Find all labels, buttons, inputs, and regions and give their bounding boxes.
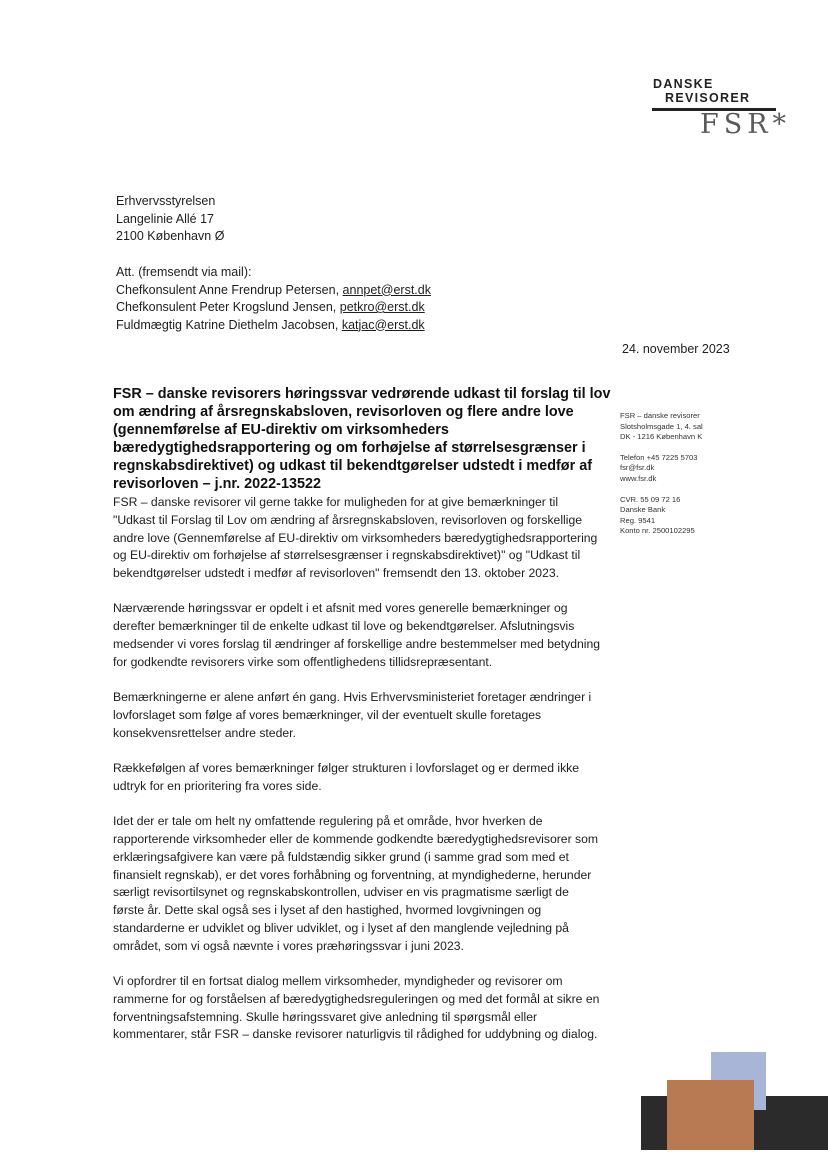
sender-line: Konto nr. 2500102295 xyxy=(620,526,695,536)
person-name: Chefkonsulent Peter Krogslund Jensen, xyxy=(116,300,340,314)
recipient-line: 2100 København Ø xyxy=(116,229,225,243)
sender-info-sidebar xyxy=(620,411,703,547)
body-paragraph: Bemærkningerne er alene anført én gang. Hvis Erhvervsministeriet foretager ændringer i lovforslaget som følge af vores bemærkninger, vil der eventuelt skulle foretages konsekvensrettelser andre steder. xyxy=(113,690,592,740)
body-paragraph: Vi opfordrer til en fortsat dialog mellem virksomheder, myndigheder og revisorer om rammerne for og forståelsen af bæredygtighedsreguleringen og med det formål at sikre en forventningsafstemning. Skulle høringssvaret give anledning til spørgsmål eller kommentarer, står FSR – danske revisorer naturligvis til rådighed for uddybning og dialog. xyxy=(113,974,600,1042)
decor-copper-block xyxy=(667,1080,754,1150)
attention-person xyxy=(116,282,431,300)
email-link[interactable]: annpet@erst.dk xyxy=(342,282,431,297)
recipient-line: Erhvervsstyrelsen xyxy=(116,194,216,208)
body-paragraph: Idet der er tale om helt ny omfattende regulering på et område, hvor hverken de rapporterende virksomheder eller de kommende godkendte bæredygtighedsrevisorer som erklæringsafgivere kan være på fuldstændig sikker grund (i samme grad som med et finansielt regnskab), er det vores forhåbning og forventning, at myndighederne, herunder særligt revisortilsynet og regnskabskontrollen, udviser en vis pragmatisme særligt de første år. Dette skal også ses i lyset af den hastighed, hvormed lovgivningen og standarderne er udviklet og bliver udviklet, og i lyset af den manglende vejledning på området, som vi også nævnte i vores præhøringssvar i juni 2023. xyxy=(113,814,599,953)
sender-line: Reg. 9541 xyxy=(620,515,656,525)
sender-contact xyxy=(620,453,703,485)
sender-phone: Telefon +45 7225 5703 xyxy=(620,452,698,462)
logo-line-danske: DANSKE xyxy=(653,77,714,91)
sender-line: CVR. 55 09 72 16 xyxy=(620,494,681,504)
sender-bank xyxy=(620,495,703,537)
logo-line-revisorer: REVISORER xyxy=(665,91,751,105)
letter-title: FSR – danske revisorers høringssvar vedrørende udkast til forslag til lov om ændring af årsregnskabsloven, revisorloven og flere andre love (gennemførelse af EU-direktiv om virksomheders bæredygtighedsrapportering og om forhøjelse af størrelsesgrænser i regnskabsdirektivet) og udkast til bekendtgørelser udstedt i medfør af revisorloven – j.nr. 2022-13522 xyxy=(113,386,611,492)
person-name: Chefkonsulent Anne Frendrup Petersen, xyxy=(116,282,343,297)
sender-line: FSR – danske revisorer xyxy=(620,411,700,420)
attention-block xyxy=(116,264,431,334)
sender-address xyxy=(620,411,703,443)
recipient-line: Langelinie Allé 17 xyxy=(116,211,214,226)
sender-website: www.fsr.dk xyxy=(620,473,657,483)
sender-line: Danske Bank xyxy=(620,505,666,515)
person-name: Fuldmægtig Katrine Diethelm Jacobsen, xyxy=(116,317,342,332)
email-link[interactable]: katjac@erst.dk xyxy=(341,317,425,332)
attention-person xyxy=(116,299,431,317)
body-paragraph: Rækkefølgen af vores bemærkninger følger strukturen i lovforslaget og er dermed ikke udtryk for en prioritering fra vores side. xyxy=(113,761,580,793)
recipient-address xyxy=(116,193,224,246)
body-paragraph: Nærværende høringssvar er opdelt i et afsnit med vores generelle bemærkninger og derefter bemærkninger til de enkelte udkast til love og bekendtgørelser. Afslutningsvis medsender vi vores forslag til ændringer af forskellige andre bestemmelser med betydning for godkendte revisorers virke som offentlighedens tillidsrepræsentant. xyxy=(113,601,601,669)
logo-fsr-mark: FSR* xyxy=(700,109,792,140)
body-paragraph: FSR – danske revisorer vil gerne takke for muligheden for at give bemærkninger til "Udkast til Forslag til Lov om ændring af årsregnskabsloven, revisorloven og forskellige andre love (Gennemførelse af EU-direktiv om virksomheders bæredygtighedsrapportering og EU-direktiv om forhøjelse af størrelsesgrænser i regnskabsdirektivet)" og "Udkast til bekendtgørelser udstedt i medfør af revisorloven" fremsendt den 13. oktober 2023. xyxy=(113,495,598,581)
sender-email: fsr@fsr.dk xyxy=(620,463,655,473)
attention-person xyxy=(116,317,431,335)
letter-date: 24. november 2023 xyxy=(622,342,730,356)
attention-intro: Att. (fremsendt via mail): xyxy=(116,265,252,279)
email-link[interactable]: petkro@erst.dk xyxy=(339,300,425,314)
sender-line: Slotsholmsgade 1, 4. sal xyxy=(620,421,703,431)
letter-body xyxy=(113,494,601,1062)
sender-line: DK - 1216 København K xyxy=(620,432,703,442)
